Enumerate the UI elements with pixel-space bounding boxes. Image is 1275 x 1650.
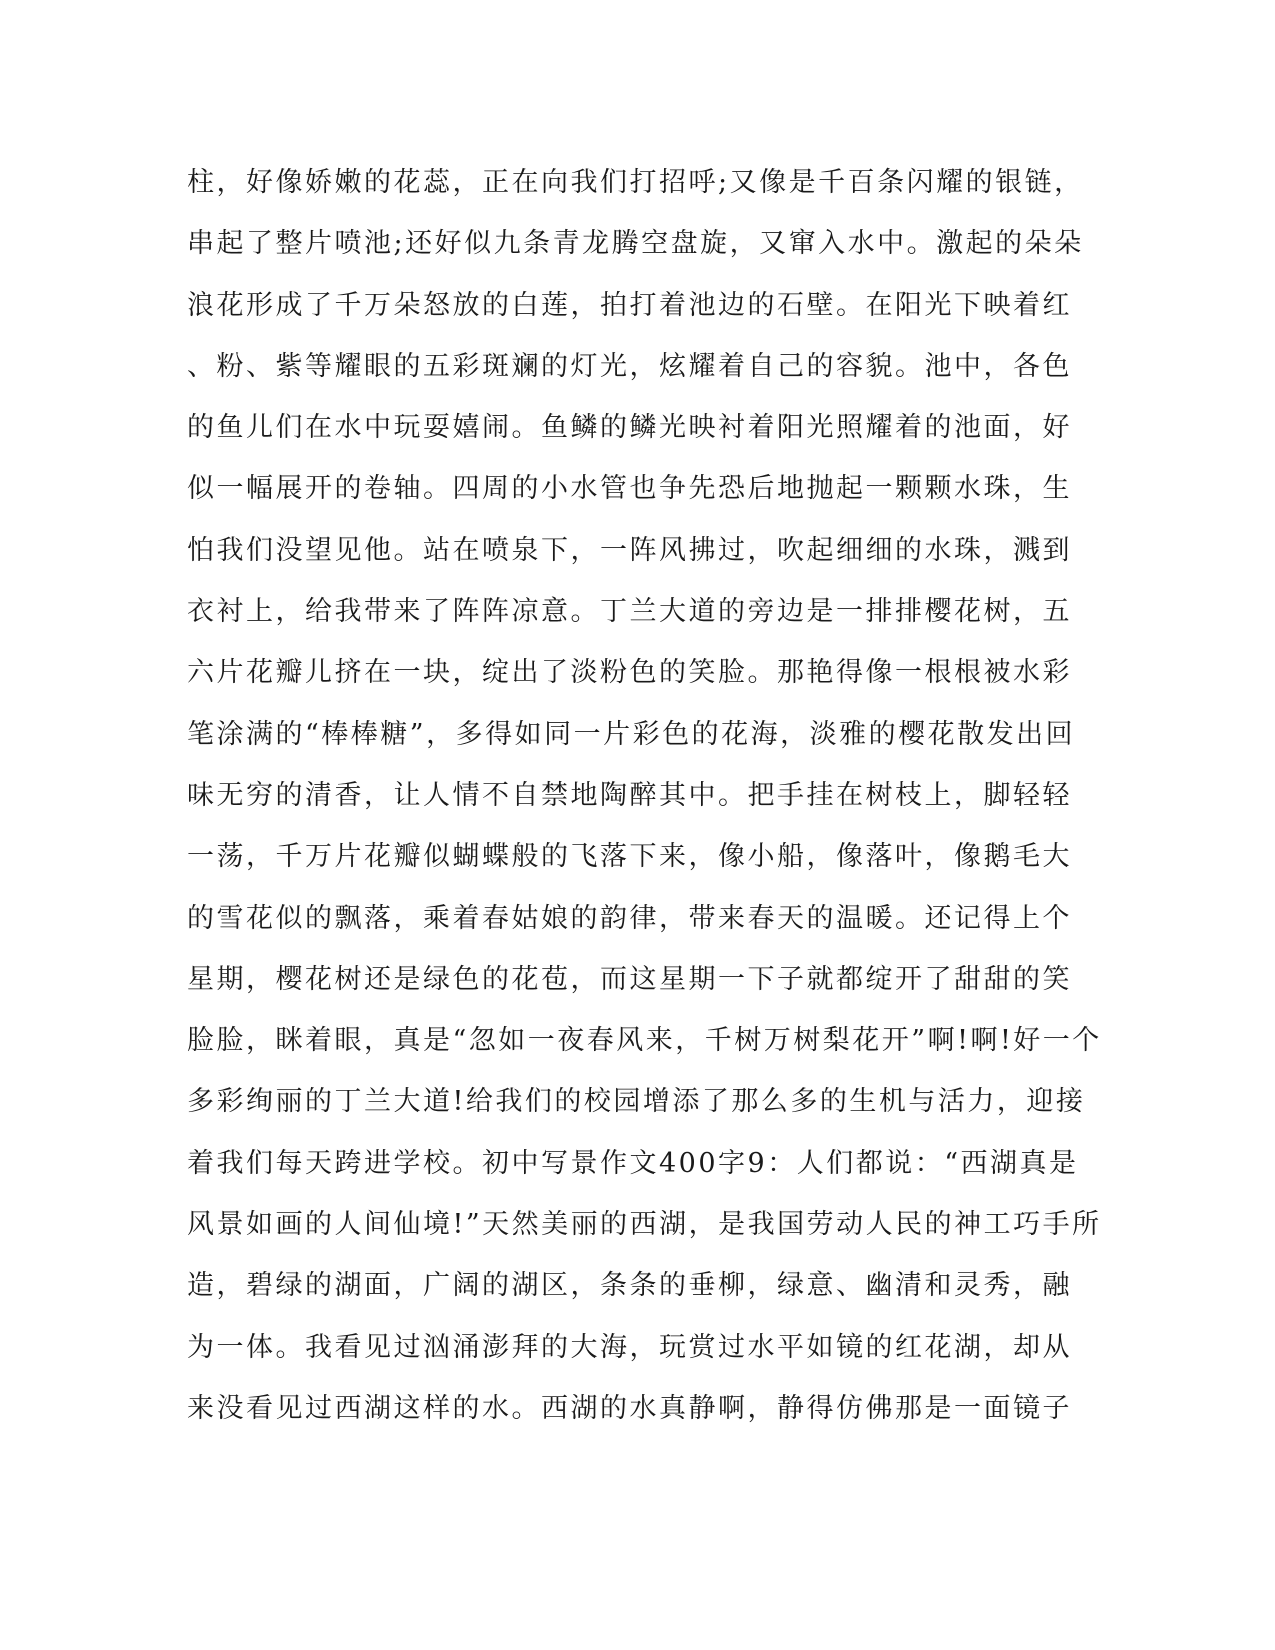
text-line: 浪花形成了千万朵怒放的白莲，拍打着池边的石壁。在阳光下映着红 <box>187 289 1072 321</box>
text-line: 的鱼儿们在水中玩耍嬉闹。鱼鳞的鳞光映衬着阳光照耀着的池面，好 <box>187 412 1072 444</box>
text-line: 串起了整片喷池;还好似九条青龙腾空盘旋，又窜入水中。激起的朵朵 <box>187 228 1084 260</box>
text-line: 似一幅展开的卷轴。四周的小水管也争先恐后地抛起一颗颗水珠，生 <box>187 473 1072 505</box>
text-line: 造，碧绿的湖面，广阔的湖区，条条的垂柳，绿意、幽清和灵秀，融 <box>187 1270 1072 1302</box>
text-line: 来没看见过西湖这样的水。西湖的水真静啊，静得仿佛那是一面镜子 <box>187 1392 1072 1424</box>
body-text <box>187 163 1102 1450</box>
text-line: 柱，好像娇嫩的花蕊，正在向我们打招呼;又像是千百条闪耀的银链， <box>187 167 1084 198</box>
text-line: 笔涂满的“棒棒糖”，多得如同一片彩色的花海，淡雅的樱花散发出回 <box>187 718 1076 750</box>
text-line: 星期，樱花树还是绿色的花苞，而这星期一下子就都绽开了甜甜的笑 <box>187 963 1072 995</box>
text-line: 多彩绚丽的丁兰大道!给我们的校园增添了那么多的生机与活力，迎接 <box>187 1086 1086 1118</box>
text-line: 、粉、紫等耀眼的五彩斑斓的灯光，炫耀着自己的容貌。池中，各色 <box>187 350 1072 382</box>
text-line: 味无穷的清香，让人情不自禁地陶醉其中。把手挂在树枝上，脚轻轻 <box>187 779 1072 811</box>
text-line: 脸脸，眯着眼，真是“忽如一夜春风来，千树万树梨花开”啊!啊!好一个 <box>187 1025 1102 1057</box>
text-line: 为一体。我看见过汹涌澎拜的大海，玩赏过水平如镜的红花湖，却从 <box>187 1331 1072 1363</box>
text-line: 衣衬上，给我带来了阵阵凉意。丁兰大道的旁边是一排排樱花树，五 <box>187 596 1072 628</box>
text-line: 怕我们没望见他。站在喷泉下，一阵风拂过，吹起细细的水珠，溅到 <box>187 534 1072 566</box>
text-line: 着我们每天跨进学校。初中写景作文400字9：人们都说：“西湖真是 <box>187 1147 1079 1179</box>
text-line: 六片花瓣儿挤在一块，绽出了淡粉色的笑脸。那艳得像一根根被水彩 <box>187 657 1072 689</box>
text-line: 风景如画的人间仙境!”天然美丽的西湖，是我国劳动人民的神工巧手所 <box>187 1209 1102 1241</box>
text-line: 一荡，千万片花瓣似蝴蝶般的飞落下来，像小船，像落叶，像鹅毛大 <box>187 841 1072 873</box>
text-line: 的雪花似的飘落，乘着春姑娘的韵律，带来春天的温暖。还记得上个 <box>187 902 1072 934</box>
